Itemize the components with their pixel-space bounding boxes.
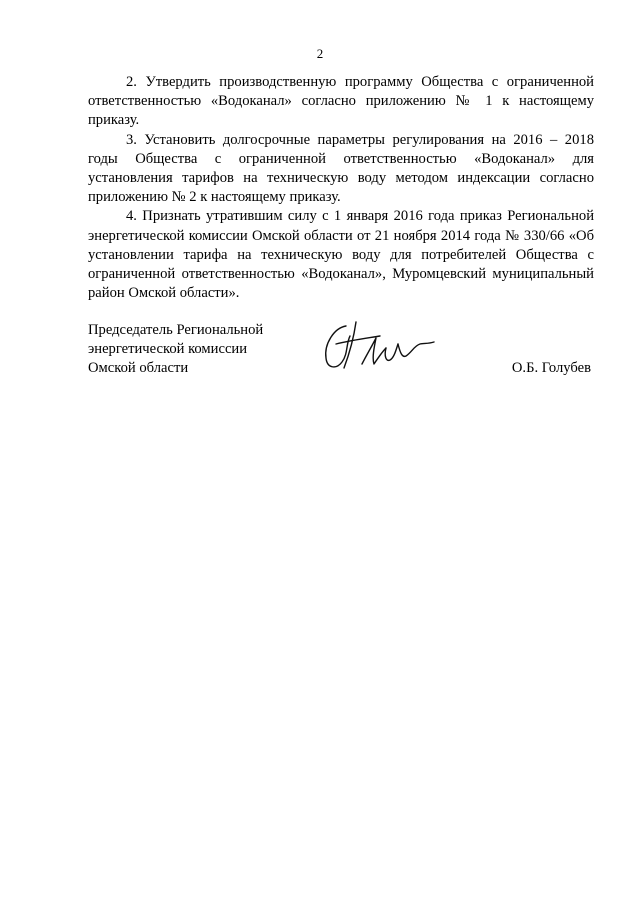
handwritten-signature bbox=[316, 318, 436, 378]
page-number: 2 bbox=[316, 46, 324, 61]
paragraph-item-4: 4. Признать утратившим силу с 1 января 2016 года приказ Региональной энергетической комиссии Омской области от 21 ноября 2014 года № 330/66 «Об установлении тарифа на техническую воду для потребителей Общества с ограниченной ответственностью «Водоканал», Муромцевский муниципальный район Омской области». bbox=[88, 208, 594, 302]
signatory-title bbox=[88, 321, 263, 379]
signatory-title-line: энергетической комиссии bbox=[88, 341, 248, 358]
document-body bbox=[88, 73, 594, 303]
paragraph-item-2: 2. Утвердить производственную программу Общества с ограниченной ответственностью «Водоканал» согласно приложению № 1 к настоящему приказу. bbox=[88, 74, 594, 129]
paragraph-item-3: 3. Установить долгосрочные параметры регулирования на 2016 – 2018 годы Общества с ограниченной ответственностью «Водоканал» для установления тарифов на техническую воду методом индексации согласно приложению № 2 к настоящему приказу. bbox=[88, 131, 594, 206]
signatory-title-line: Председатель Региональной bbox=[88, 322, 264, 338]
signatory-name: О.Б. Голубев bbox=[511, 360, 591, 376]
signatory-title-line: Омской области bbox=[88, 360, 189, 377]
